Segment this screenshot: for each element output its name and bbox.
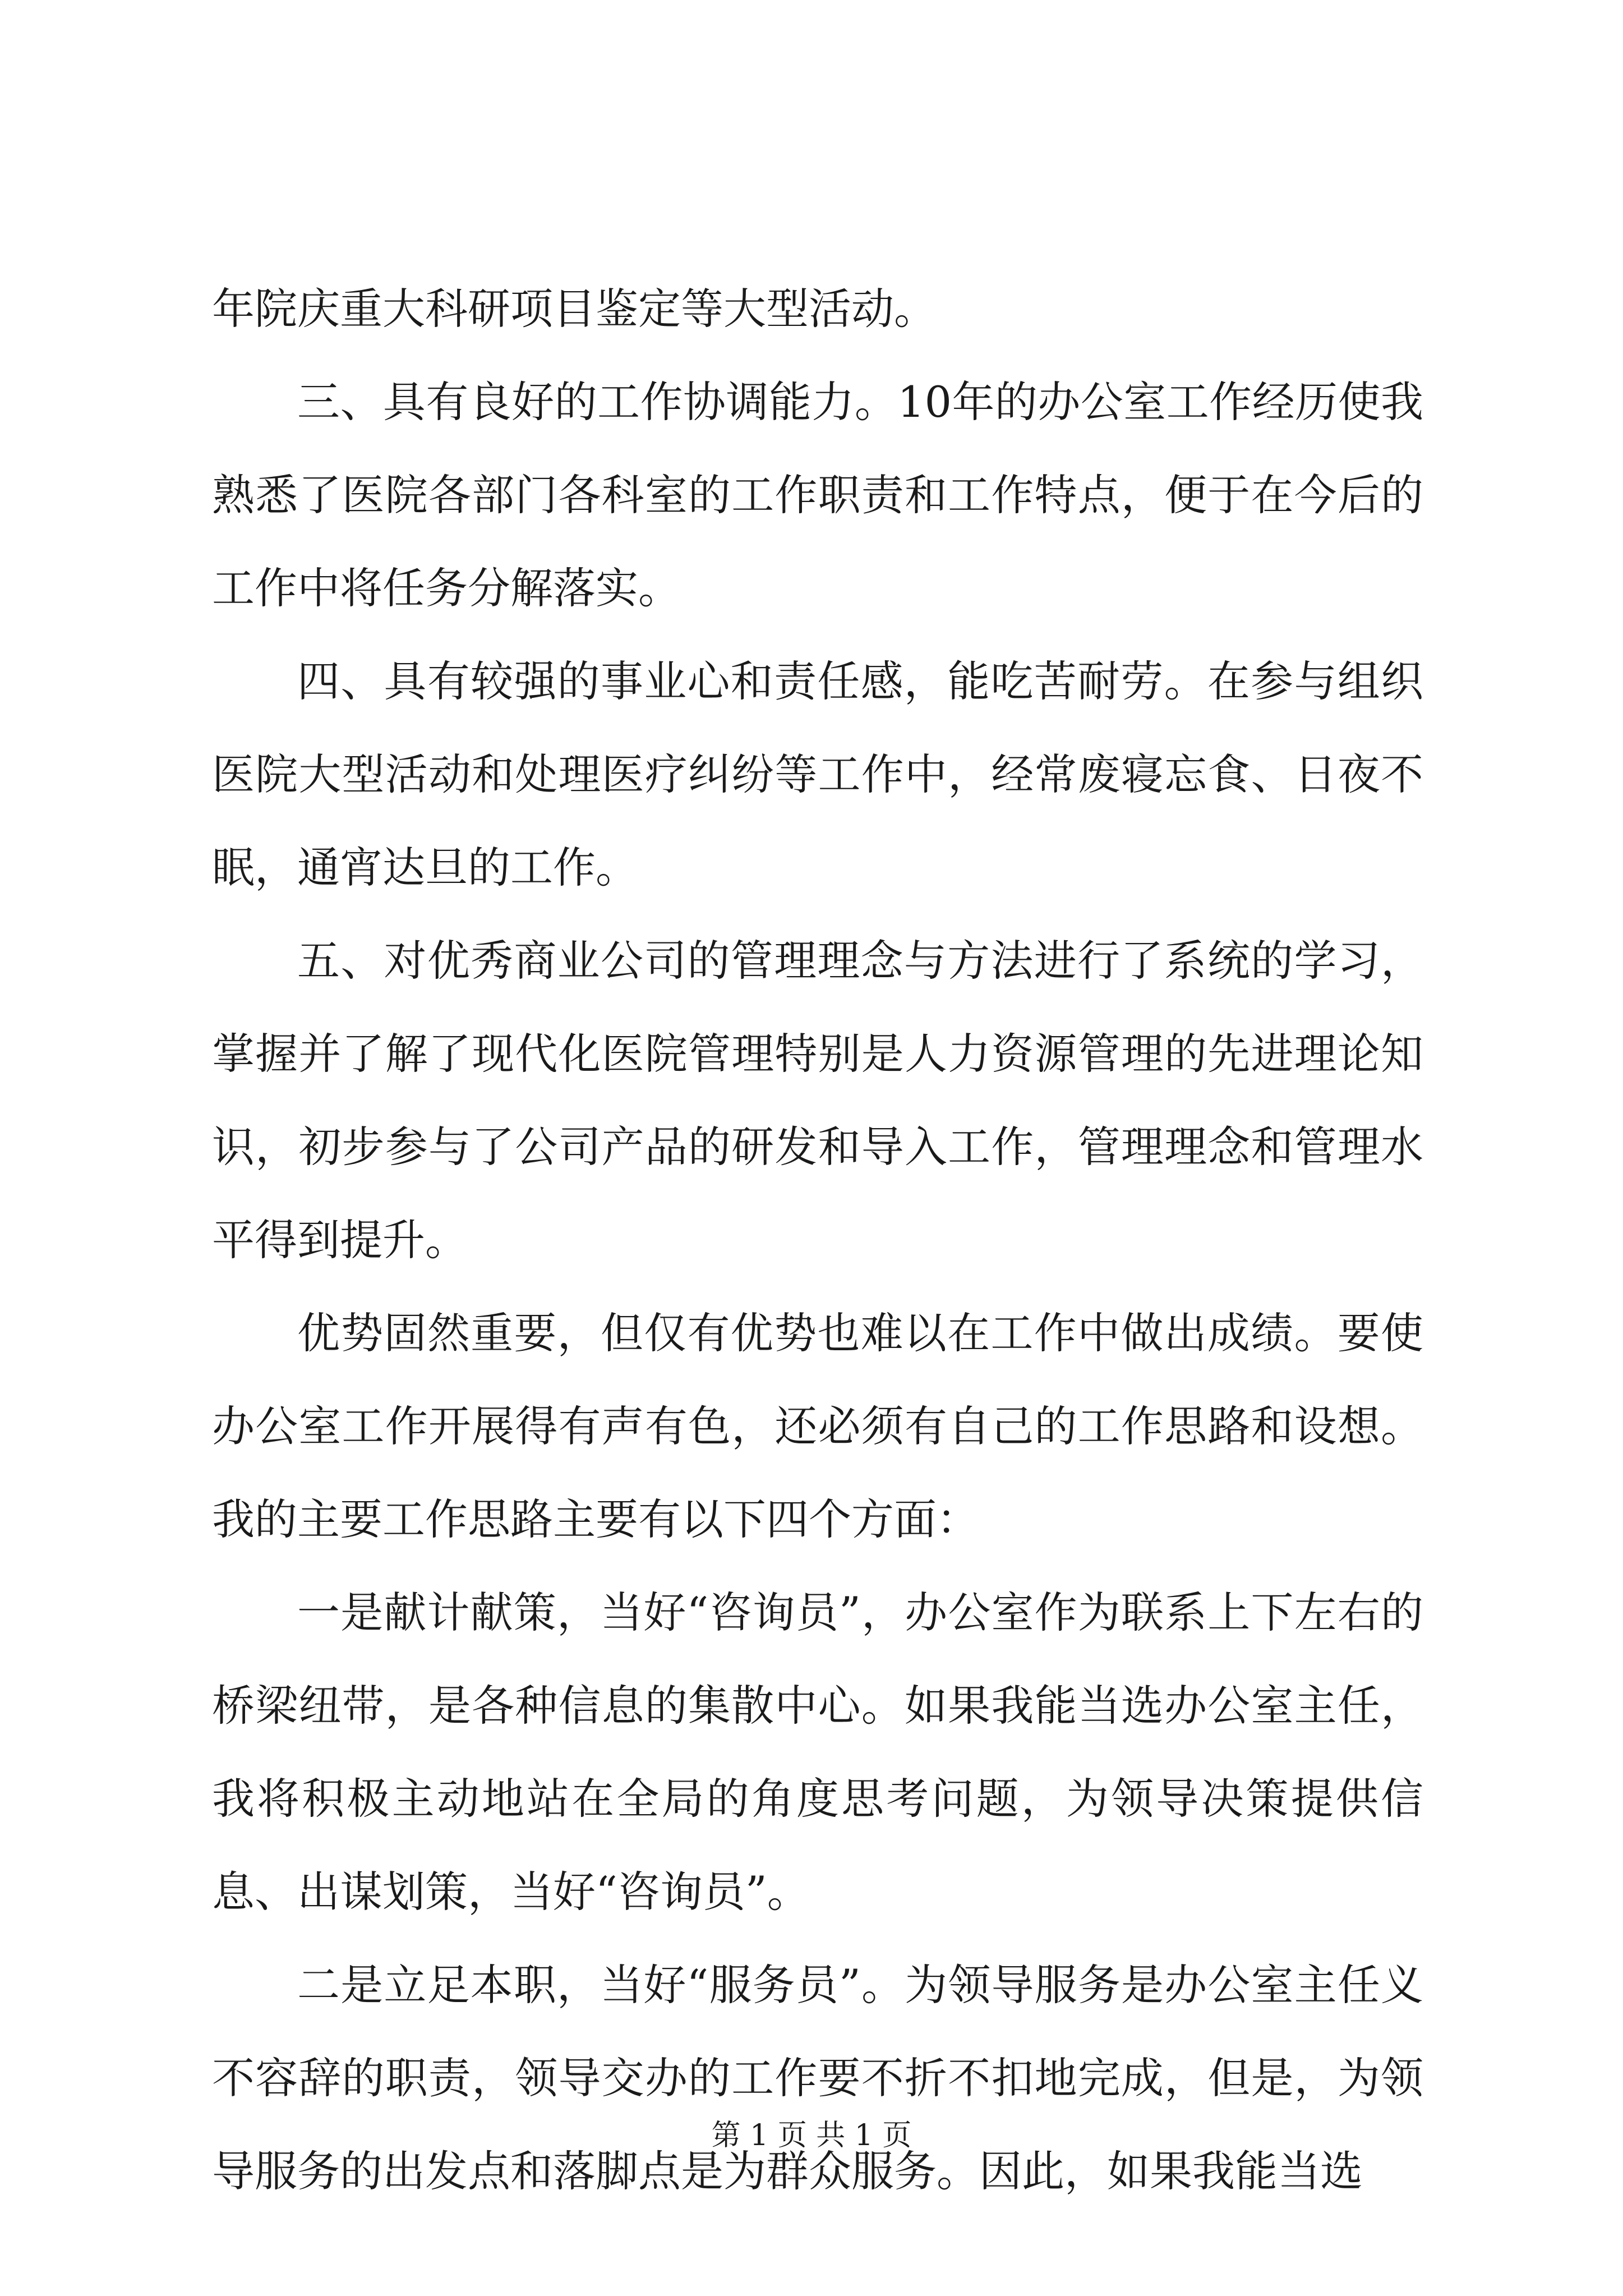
document-body — [212, 263, 1423, 2218]
paragraph-continuation: 年院庆重大科研项目鉴定等大型活动。 — [212, 284, 937, 334]
page-footer: 第 1 页 共 1 页 — [711, 2119, 912, 2152]
paragraph-idea-two: 二是立足本职，当好“服务员”。为领导服务是办公室主任义不容辞的职责，领导交办的工作要不折不扣地完成，但是，为领导服务的出发点和落脚点是为群众服务。因此，如果我能当选 — [212, 1960, 1423, 2196]
paragraph-point-four: 四、具有较强的事业心和责任感，能吃苦耐劳。在参与组织医院大型活动和处理医疗纠纷等工作中，经常废寝忘食、日夜不眠，通宵达旦的工作。 — [212, 656, 1423, 892]
paragraph-work-ideas-intro: 优势固然重要，但仅有优势也难以在工作中做出成绩。要使办公室工作开展得有声有色，还必须有自己的工作思路和设想。我的主要工作思路主要有以下四个方面： — [212, 1308, 1423, 1544]
paragraph-point-three: 三、具有良好的工作协调能力。10年的办公室工作经历使我熟悉了医院各部门各科室的工作职责和工作特点，便于在今后的工作中将任务分解落实。 — [212, 377, 1423, 613]
paragraph-point-five: 五、对优秀商业公司的管理理念与方法进行了系统的学习，掌握并了解了现代化医院管理特别是人力资源管理的先进理论知识，初步参与了公司产品的研发和导入工作，管理理念和管理水平得到提升。 — [212, 936, 1423, 1265]
paragraph-idea-one: 一是献计献策，当好“咨询员”，办公室作为联系上下左右的桥梁纽带，是各种信息的集散中心。如果我能当选办公室主任，我将积极主动地站在全局的角度思考问题，为领导决策提供信息、出谋划策，当好“咨询员”。 — [212, 1588, 1423, 1917]
